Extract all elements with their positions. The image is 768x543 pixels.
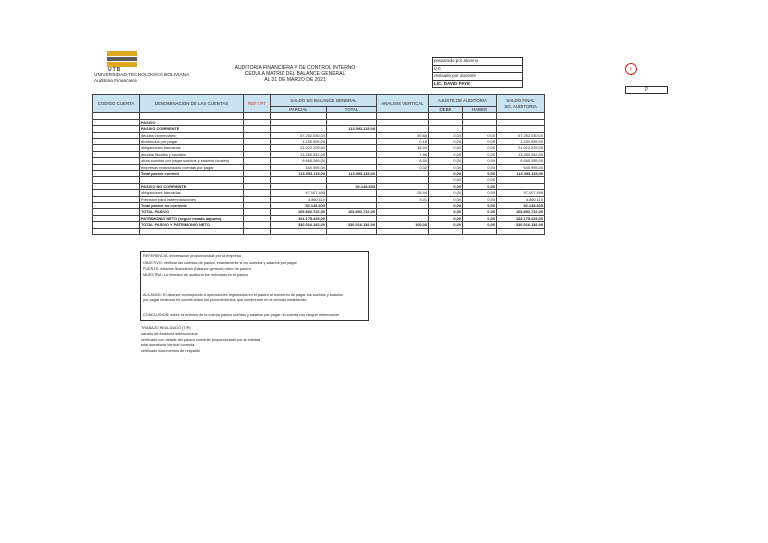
cell-final [497,228,545,234]
work-title: TRABAJO REALIZADO (T/R) [141,326,191,330]
cell-parcial: 540.995,00 [271,164,327,170]
header-saldo-final: SALDO FINAL SG. AUDITORIA [497,95,545,113]
cell-name: obligaciones bancarias [140,145,244,151]
cell-total: 330.016.152,00 [327,222,377,228]
cell-av: 0,10 [377,139,429,145]
header-parcial: PARCIAL [271,107,327,113]
cell-name: Prevision para indemnizaciones [140,196,244,202]
cell-final: 9.665.285,00 [497,158,545,164]
cell-parcial: 21.022.229,00 [271,145,327,151]
cell-parcial: 4.860.110 [271,196,327,202]
cell-final: 4.860.110 [497,196,545,202]
cell-parcial: 330.016.152,00 [271,222,327,228]
cell-debe: 0,00 [429,203,463,209]
cell-total: 113.093.115,00 [327,171,377,177]
cell-final: 52.149.605 [497,203,545,209]
prepared-by-box [432,57,523,88]
note-muestra: MUESTRA: La muestra de auditoria fue enfocada en el pasivo [143,273,248,277]
work-done-list [141,326,260,355]
cell-codigo [93,228,140,234]
institution-header [94,73,189,85]
cell-final: 57.282.030,00 [497,132,545,138]
header-analisis: ANALISIS VERTICAL [377,95,429,113]
cell-haber: 0,00 [463,209,497,215]
cell-name: Total pasivo corrient [140,171,244,177]
note-fuente: FUENTE: estados financieros (balance general) rubro de pasivo [143,267,251,271]
cell-haber: 0,00 [463,132,497,138]
cell-av: 18,59 [377,145,429,151]
document-subtitle: CEDULA MATRIZ DEL BALANCE GENERAL [244,71,346,77]
cell-debe: 0,00 [429,132,463,138]
header-total: TOTAL [327,107,377,113]
cell-name: dividendos por pagar [140,139,244,145]
cell-name: obligaciones bancarias [140,190,244,196]
cell-debe: 0,00 [429,145,463,151]
cell-debe: 0,00 [429,151,463,157]
cell-final: 21.022.229,00 [497,145,545,151]
reviewed-by-value: LIC. DAVID PAYE [434,80,471,86]
cell-haber: 0,00 [463,145,497,151]
cell-final: 164.175.429,00 [497,215,545,221]
header-debe: DEBE [429,107,463,113]
cell-debe: 0,00 [429,158,463,164]
document-title: AUDITORIA FINANCIERA Y DE CONTROL INTERNO [234,65,356,71]
header-saldo: SALDO SG BALANCE GENERAL [271,95,377,107]
cell-haber: 0,00 [463,196,497,202]
cell-final: 113.093.115,00 [497,171,545,177]
cell-av: 7,56 [377,151,429,157]
p-mark-box: P [625,86,668,94]
cell-final: 165.892.722,00 [497,209,545,215]
cell-debe: 0,00 [429,196,463,202]
note-conclusion: CONCLUSION: sobre la revision de la cuenta pasivo sueldos y salarios por pagar no cuenta con ningun observacion [143,313,340,317]
prepared-by-label: preparado por alumno [433,58,522,66]
cell-parcial: 9.665.285,00 [271,158,327,164]
cell-av: 3,01 [377,196,429,202]
cell-total: 113.093.115,00 [327,126,377,132]
note-alcance-2: por pagar teniendo en cuenta todos los procedimientos que comprende en el periodo establecido [143,298,307,302]
cell-haber: 0,00 [463,222,497,228]
cell-name: PASIVO NO CORRIENTE [140,183,244,189]
cell-haber: 0,00 [463,171,497,177]
cell-haber: 0,00 [463,215,497,221]
cell-name: otras cuentas por pagar sueldos y salarios (sostén) [140,158,244,164]
balance-matrix-table [92,94,545,235]
cell-name: PASIVO [140,119,244,125]
prepared-by-value: V.C [433,66,522,74]
cell-haber [463,228,497,234]
document-date: AL 31 DE MARZO DE 2021 [264,77,326,83]
cell-final: 47.107.495 [497,190,545,196]
header-codigo: CODIGO CUENTA [93,95,140,113]
cell-debe: 0,00 [429,190,463,196]
cell-debe: 0,00 [429,215,463,221]
cell-parcial: 165.892.722,00 [271,209,327,215]
cell-ref [244,228,271,234]
work-item: verificado con detalle del pasivo corriente proporcionado por la entidad [141,337,261,342]
work-item: verificado documentos de respaldo [141,349,200,354]
cell-total [327,228,377,234]
cell-debe: 0,00 [429,164,463,170]
logo-text: UTB [108,67,122,73]
cell-haber: 0,00 [463,158,497,164]
cell-final: 13.280.942,00 [497,151,545,157]
cell-name: TOTAL PASIVO Y PATRIMONIO NETO [140,222,244,228]
reviewed-by-label: revisado por docente [433,73,522,81]
cell-parcial: 113.093.115,00 [271,171,327,177]
audit-notes-box [140,251,369,321]
cell-av: 28,94 [377,190,429,196]
cell-haber: 0,00 [463,203,497,209]
note-alcance-1: ALCANCE: El alcance corresponde a operaciones registradas en el pasivo al momento de pagar los sueldos y salarios [143,293,343,297]
work-item: sacado de Auditoria seleccionada [141,331,198,336]
work-item: total sumatoria Vertical correcta [141,343,195,348]
cell-name: Total pasivo no corriente [140,203,244,209]
header-haber: HABER [463,107,497,113]
cell-av: 0,32 [377,164,429,170]
document-title-block [220,65,370,83]
header-ajuste: AJUSTE DE AUDITORIA [429,95,497,107]
cell-parcial: 164.175.429,00 [271,215,327,221]
cell-name: PASIVO CORRIENTE [140,126,244,132]
cell-name: empresas relacionadas cuentas por pagar [140,164,244,170]
cell-debe [429,228,463,234]
cell-debe: 0,00 [429,209,463,215]
cell-name: PATRIMONIO NETO (seguir estado adjunto) [140,215,244,221]
cell-name: deudas comerciales [140,132,244,138]
cell-parcial: 57.282.030,00 [271,132,327,138]
cell-total: 52.149.605 [327,183,377,189]
cell-haber: 0,00 [463,164,497,170]
sigma-mark-icon: Σ [625,63,637,75]
cell-parcial: 13.280.942,00 [271,151,327,157]
cell-parcial: 47.107.495 [271,190,327,196]
cell-haber: 0,00 [463,190,497,196]
cell-final: 540.995,00 [497,164,545,170]
cell-name: deudas fiscales y sociales [140,151,244,157]
note-objetivo: OBJETIVO: verificar las cuentas de pasivo, exactamente si los sueldos y salarios por pagar [143,261,297,265]
header-ref: REF / PT [244,95,271,113]
university-name: UNIVERSIDAD TECNOLOGICA BOLIVIANA [94,73,190,78]
cell-haber: 0,00 [463,183,497,189]
cell-av [377,228,429,234]
cell-parcial: 52.149.605 [271,203,327,209]
cell-total: 165.892.722,00 [327,209,377,215]
cell-haber: 0,00 [463,139,497,145]
cell-final: 330.016.152,00 [497,222,545,228]
cell-haber: 0,00 [463,177,497,183]
cell-debe: 0,00 [429,183,463,189]
cell-haber: 0,00 [463,151,497,157]
table-row [93,228,545,234]
cell-debe: 0,00 [429,177,463,183]
cell-final: 1.200.595,00 [497,139,545,145]
cell-name [140,228,244,234]
cell-debe: 0,00 [429,139,463,145]
cell-name: TOTAL PASIVO [140,209,244,215]
cell-debe: 0,00 [429,222,463,228]
subject-name: Auditoria Financiera [94,79,137,84]
cell-av: 50,66 [377,132,429,138]
cell-debe: 0,00 [429,171,463,177]
note-referencia: REFERENCIA: informacion proporcionada por la empresa [143,254,241,258]
cell-parcial: 1.200.595,00 [271,139,327,145]
cell-av: 8,55 [377,158,429,164]
header-denominacion: DENOMINACION DE LAS CUENTAS [140,95,244,113]
cell-parcial [271,228,327,234]
cell-av: 100,00 [377,222,429,228]
